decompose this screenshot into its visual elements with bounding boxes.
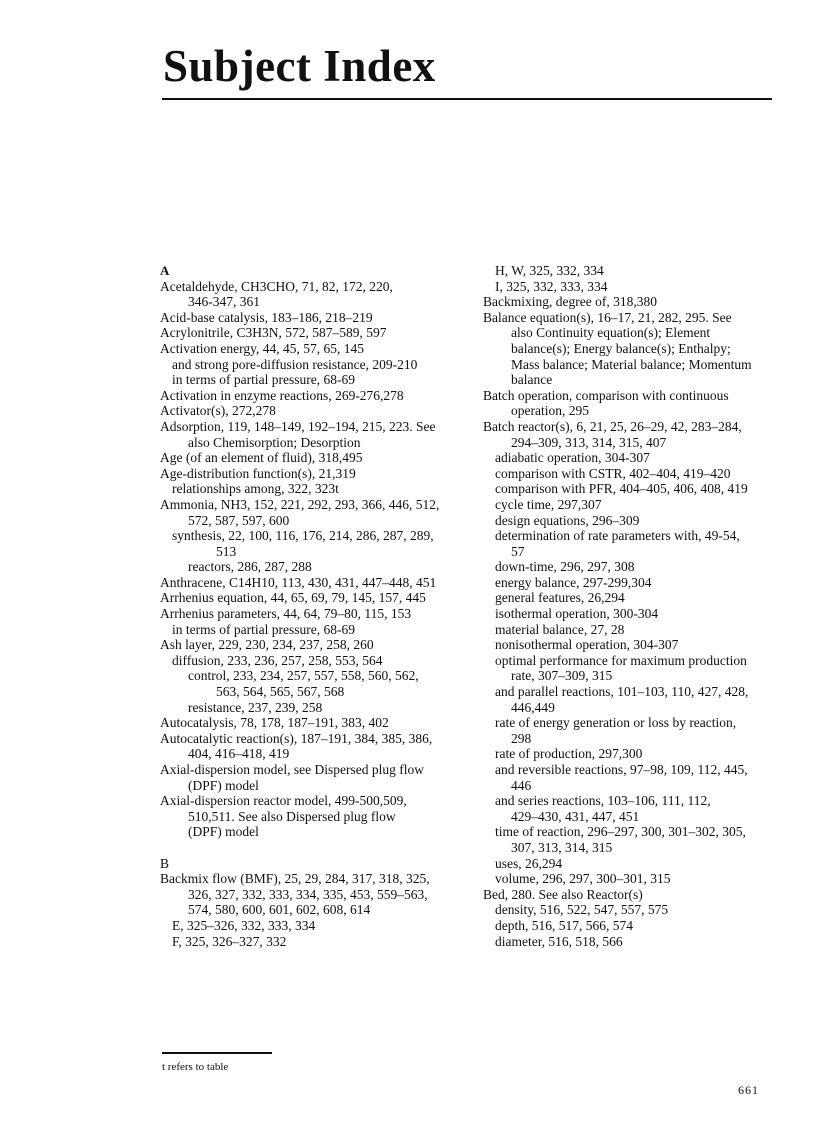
index-subentry: down-time, 296, 297, 308 (495, 559, 635, 575)
index-entry: Axial-dispersion model, see Dispersed plug flow (160, 762, 424, 777)
index-subentry: (DPF) model (188, 777, 259, 793)
index-column-right (483, 263, 783, 949)
index-subentry: material balance, 27, 28 (495, 621, 625, 637)
index-entry: Age-distribution function(s), 21,319 (160, 465, 356, 481)
index-subentry: resistance, 237, 239, 258 (188, 699, 323, 715)
index-subentry: also Chemisorption; Desorption (188, 434, 361, 450)
page-title: Subject Index (163, 41, 436, 91)
index-subentry: diffusion, 233, 236, 257, 258, 553, 564 (172, 652, 383, 668)
title-rule (162, 98, 772, 100)
index-subentry: 510,511. See also Dispersed plug flow (188, 808, 396, 824)
index-entry: Acid-base catalysis, 183–186, 218–219 (160, 309, 373, 325)
index-subentry: 57 (511, 543, 525, 559)
index-subentry: 404, 416–418, 419 (188, 746, 290, 762)
index-subentry: relationships among, 322, 323t (172, 481, 339, 497)
index-subentry: 429–430, 431, 447, 451 (511, 808, 640, 824)
index-subentry: Mass balance; Material balance; Momentum (511, 356, 752, 372)
index-subentry: in terms of partial pressure, 68-69 (172, 372, 355, 388)
index-subentry: comparison with PFR, 404–405, 406, 408, 419 (495, 481, 748, 497)
index-column-left (160, 263, 470, 949)
index-entry: Bed, 280. See also Reactor(s) (483, 886, 643, 902)
index-subentry: diameter, 516, 518, 566 (495, 933, 623, 949)
index-subentry: also Continuity equation(s); Element (511, 325, 711, 341)
index-subentry: 574, 580, 600, 601, 602, 608, 614 (188, 902, 371, 918)
index-subentry: rate of production, 297,300 (495, 746, 643, 762)
index-subentry: depth, 516, 517, 566, 574 (495, 917, 633, 933)
index-subentry: and strong pore-diffusion resistance, 209-210 (172, 356, 418, 372)
index-subentry: and reversible reactions, 97–98, 109, 112, 445, (495, 762, 748, 777)
index-subentry: density, 516, 522, 547, 557, 575 (495, 902, 669, 918)
index-entry: Balance equation(s), 16–17, 21, 282, 295. See (483, 309, 732, 325)
index-subentry: design equations, 296–309 (495, 512, 640, 528)
index-entry: Batch operation, comparison with continuous (483, 387, 729, 403)
index-subentry: (DPF) model (188, 824, 259, 840)
footnote: t refers to table (162, 1061, 229, 1073)
page-number: 661 (738, 1083, 759, 1097)
index-entry: Autocatalysis, 78, 178, 187–191, 383, 402 (160, 715, 389, 731)
index-subentry: energy balance, 297-299,304 (495, 574, 652, 590)
index-subentry: adiabatic operation, 304-307 (495, 450, 650, 466)
index-subentry: synthesis, 22, 100, 116, 176, 214, 286, 287, 289, (172, 528, 434, 544)
index-subentry: operation, 295 (511, 403, 589, 419)
index-entry: Ammonia, NH3, 152, 221, 292, 293, 366, 446, 512, (160, 496, 440, 512)
index-subentry: rate of energy generation or loss by reaction, (495, 715, 737, 731)
index-spacer (160, 840, 470, 856)
index-entry: Batch reactor(s), 6, 21, 25, 26–29, 42, 283–284, (483, 418, 742, 434)
index-subentry: 446 (511, 777, 532, 793)
index-subentry: balance (511, 372, 553, 388)
index-subentry: and parallel reactions, 101–103, 110, 427, 428, (495, 684, 749, 700)
index-subentry: nonisothermal operation, 304-307 (495, 637, 679, 653)
index-subentry: 513 (216, 543, 237, 559)
index-entry: Anthracene, C14H10, 113, 430, 431, 447–448, 451 (160, 574, 437, 590)
index-subentry: I, 325, 332, 333, 334 (495, 278, 608, 294)
index-entry: Activation in enzyme reactions, 269-276,278 (160, 387, 404, 403)
index-subentry: time of reaction, 296–297, 300, 301–302, 305, (495, 824, 746, 840)
index-subentry: 563, 564, 565, 567, 568 (216, 684, 345, 700)
footnote-rule (162, 1052, 272, 1054)
index-entry: Age (of an element of fluid), 318,495 (160, 450, 363, 466)
index-entry: B (160, 855, 170, 871)
index-subentry: determination of rate parameters with, 49-54, (495, 528, 740, 544)
index-subentry: in terms of partial pressure, 68-69 (172, 621, 355, 637)
index-subentry: and series reactions, 103–106, 111, 112, (495, 793, 711, 809)
index-subentry: 326, 327, 332, 333, 334, 335, 453, 559–563, (188, 886, 428, 902)
index-entry: Autocatalytic reaction(s), 187–191, 384, 385, 386, (160, 730, 433, 746)
index-subentry: cycle time, 297,307 (495, 496, 602, 512)
index-subentry: 294–309, 313, 314, 315, 407 (511, 434, 667, 450)
index-entry: Acetaldehyde, CH3CHO, 71, 82, 172, 220, (160, 278, 393, 294)
index-entry: Backmixing, degree of, 318,380 (483, 294, 657, 310)
index-entry: Activation energy, 44, 45, 57, 65, 145 (160, 340, 364, 356)
index-entry: Ash layer, 229, 230, 234, 237, 258, 260 (160, 637, 374, 653)
index-subentry: uses, 26,294 (495, 855, 563, 871)
index-entry: Arrhenius parameters, 44, 64, 79–80, 115, 153 (160, 606, 412, 622)
index-subentry: 307, 313, 314, 315 (511, 839, 613, 855)
index-subentry: 346-347, 361 (188, 294, 260, 310)
index-subentry: rate, 307–309, 315 (511, 668, 613, 684)
index-subentry: 572, 587, 597, 600 (188, 512, 290, 528)
index-subentry: reactors, 286, 287, 288 (188, 559, 312, 575)
index-subentry: comparison with CSTR, 402–404, 419–420 (495, 465, 731, 481)
index-entry: Axial-dispersion reactor model, 499-500,509, (160, 793, 407, 809)
index-entry: Backmix flow (BMF), 25, 29, 284, 317, 318, 325, (160, 871, 430, 887)
index-subentry: optimal performance for maximum production (495, 652, 747, 668)
index-entry: A (160, 263, 170, 278)
index-subentry: H, W, 325, 332, 334 (495, 263, 604, 278)
index-entry: Adsorption, 119, 148–149, 192–194, 215, 223. See (160, 418, 436, 434)
index-subentry: balance(s); Energy balance(s); Enthalpy; (511, 340, 731, 356)
index-subentry: 446,449 (511, 699, 555, 715)
index-subentry: 298 (511, 730, 532, 746)
index-subentry: F, 325, 326–327, 332 (172, 933, 287, 949)
index-entry: Activator(s), 272,278 (160, 403, 276, 419)
index-entry: Acrylonitrile, C3H3N, 572, 587–589, 597 (160, 325, 387, 341)
index-subentry: isothermal operation, 300-304 (495, 606, 659, 622)
index-subentry: volume, 296, 297, 300–301, 315 (495, 871, 671, 887)
index-subentry: general features, 26,294 (495, 590, 625, 606)
index-subentry: control, 233, 234, 257, 557, 558, 560, 562, (188, 668, 419, 684)
index-subentry: E, 325–326, 332, 333, 334 (172, 917, 316, 933)
index-entry: Arrhenius equation, 44, 65, 69, 79, 145, 157, 445 (160, 590, 426, 606)
